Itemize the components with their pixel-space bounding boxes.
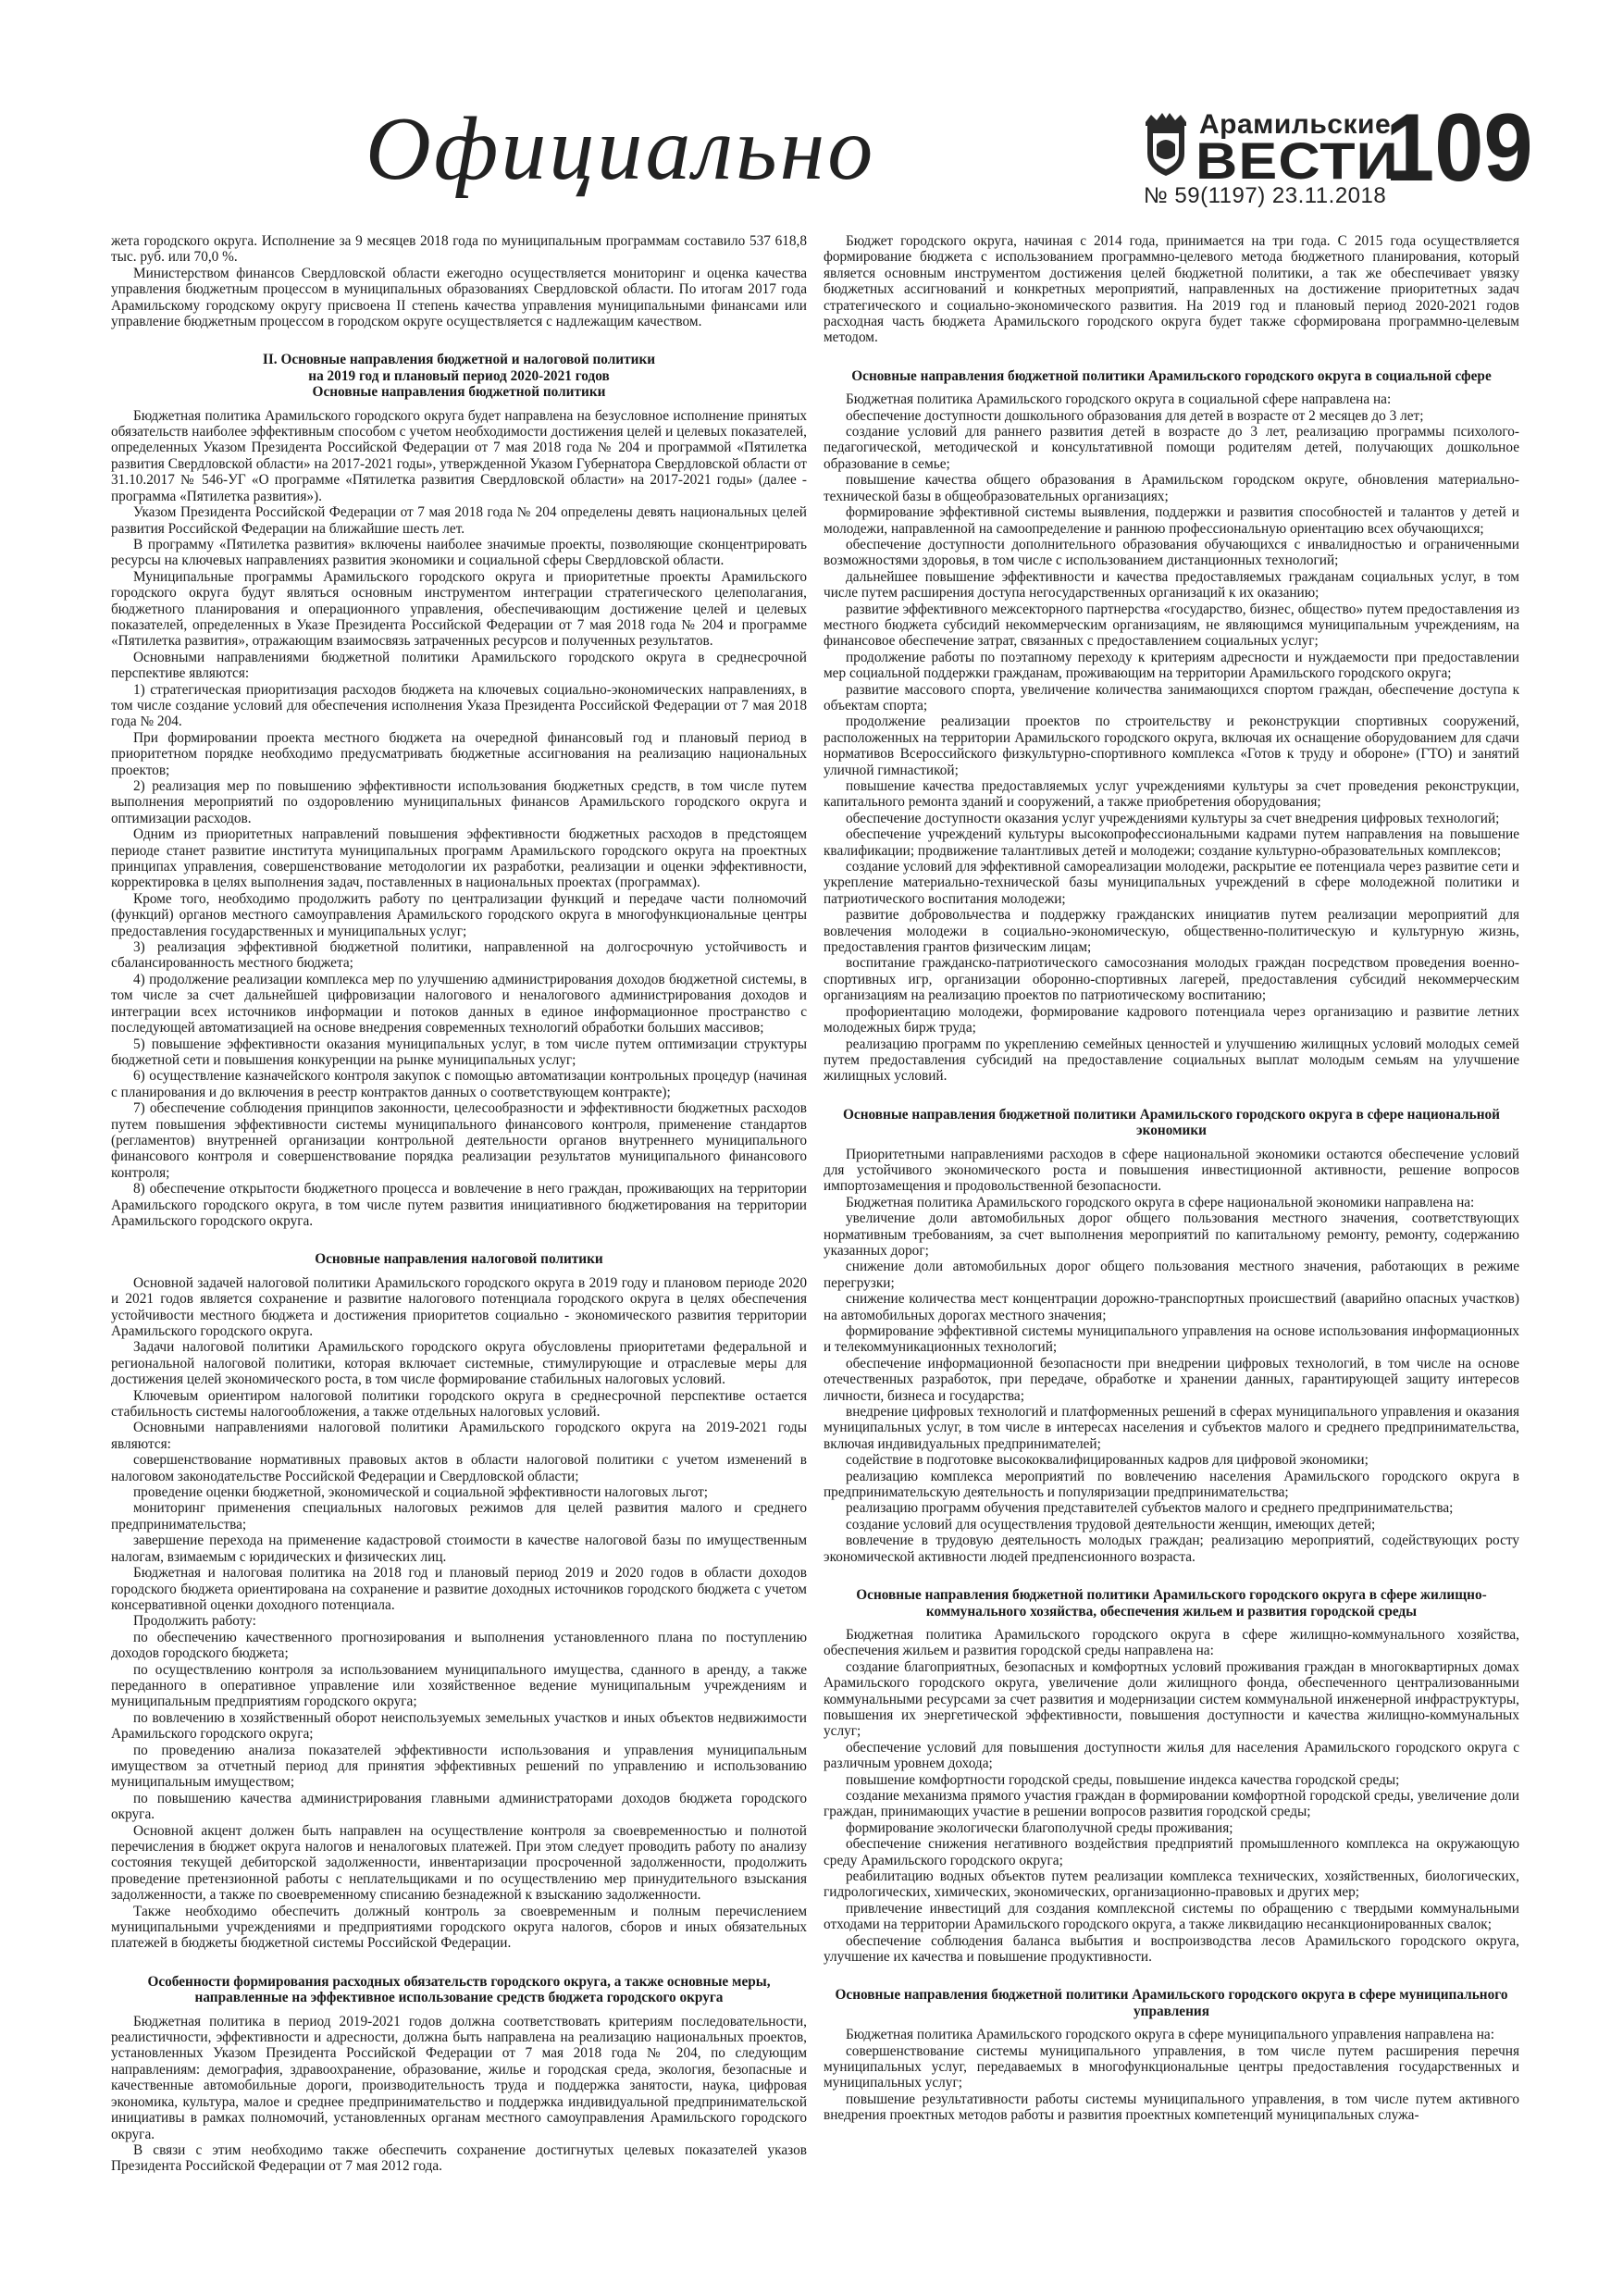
paragraph: совершенствование системы муниципального управления, в том числе путем расширения перечня муниципальных услуг, передаваемых в многофункциональные центры предоставления государственных и муниципальных услуг; <box>824 2042 1519 2091</box>
housing-utilities-section <box>824 1627 1519 1966</box>
paragraph: создание условий для эффективной самореализации молодежи, раскрытие ее потенциала через развитие сети и укрепление материально-технической базы муниципальных учреждений в сфере молодежной политики и патриотического воспитания молодежи; <box>824 859 1519 907</box>
paragraph: снижение количества мест концентрации дорожно-транспортных происшествий (аварийно опасных участков) на автомобильных дорогах местного значения; <box>824 1291 1519 1323</box>
paragraph: по проведению анализа показателей эффективности использования и управления муниципальным имуществом за отчетный период для принятия эффективных решений по управлению и использованию муниципальным имуществом; <box>111 1742 807 1791</box>
paragraph: создание условий для осуществления трудовой деятельности женщин, имеющих детей; <box>846 1516 1376 1533</box>
section-title: Официально <box>365 99 876 199</box>
paragraph: обеспечение информационной безопасности при внедрении цифровых технологий, в том числе на основе отечественных разработок, при передаче, обработке и хранении данных, гарантирующей защиту интересов личности, бизнеса и государства; <box>824 1355 1519 1404</box>
paragraph: Одним из приоритетных направлений повышения эффективности бюджетных расходов в предстоящем периоде станет развитие института муниципальных программ Арамильского городского округа на проектных принципах управления, совершенствование методологии их разработки, реализации и оценки эффективности, корректировка в целях выполнения задач, поставленных в национальных проектах (программах). <box>111 826 807 891</box>
paragraph: Бюджетная политика в период 2019-2021 годов должна соответствовать критериям последовательности, реалистичности, эффективности и адресности, должна быть направлена на реализацию национальных проектов, установленных Указом Президента Российской Федерации от 7 мая 2018 года № 204, по следующим направлениям: демография, здравоохранение, образование, жилье и городская среда, экология, безопасные и качественные автомобильные дороги, производительность труда и поддержка занятости, наука, цифровая экономика, культура, малое и среднее предпринимательство и поддержка индивидуальной предпринимательской инициативы в рамках полномочий, установленных органам местного самоуправления Арамильского городского округа. <box>111 2013 807 2142</box>
paragraph: 4) продолжение реализации комплекса мер по улучшению администрирования доходов бюджетной системы, в том числе за счет дальнейшей цифровизации налогового и неналогового администрирования доходов и интеграции всех источников информации и потоков данных в единое информационное пространство с последующей автоматизацией на основе внедрения современных технологий обработки больших массивов; <box>111 971 807 1036</box>
paragraph: создание механизма прямого участия граждан в формировании комфортной городской среды, увеличение доли граждан, принимающих участие в решении вопросов развития городской среды; <box>824 1787 1519 1820</box>
paragraph: продолжение реализации проектов по строительству и реконструкции спортивных сооружений, расположенных на территории Арамильского городского округа, включая их оснащение оборудованием для сдачи нормативов Всероссийского физкультурно-спортивного комплекса «Готов к труду и обороне» (ГТО) и занятий уличной гимнастикой; <box>824 714 1519 778</box>
paragraph: внедрение цифровых технологий и платформенных решений в сферах муниципального управления и оказания муниципальных услуг, в том числе в интересах населения и субъектов малого и среднего предпринимательства, включая индивидуальных предпринимателей; <box>824 1404 1519 1452</box>
paragraph: завершение перехода на применение кадастровой стоимости в качестве налоговой базы по имущественным налогам, взимаемым с юридических и физических лиц. <box>111 1533 807 1565</box>
paragraph: обеспечение условий для повышения доступности жилья для населения Арамильского городского округа с различным уровнем дохода; <box>824 1739 1519 1772</box>
paragraph: Основной задачей налоговой политики Арамильского городского округа в 2019 году и плановом периоде 2020 и 2021 годов является сохранение и развитие налогового потенциала городского округа в целях обеспечения устойчивости местного бюджета и достижения приоритетов социально - экономического развития территории Арамильского городского округа. <box>111 1274 807 1339</box>
paragraph: Бюджетная и налоговая политика на 2018 год и плановый период 2019 и 2020 годов в области доходов городского бюджета ориентирована на сохранение и развитие доходных источников городского бюджета с учетом консервативной оценки доходного потенциала. <box>111 1565 807 1613</box>
paragraph: увеличение доли автомобильных дорог общего пользования местного значения, соответствующих нормативным требованиям, за счет выполнения мероприятий по капитальному ремонту, ремонту, содержанию указанных дорог; <box>824 1210 1519 1259</box>
national-economy-section <box>824 1147 1519 1566</box>
page-number: 109 <box>1385 94 1533 202</box>
paragraph: развитие массового спорта, увеличение количества занимающихся спортом граждан, обеспечение доступа к объектам спорта; <box>824 681 1519 714</box>
paragraph: Бюджетная политика Арамильского городского округа в сфере муниципального управления направлена на: <box>846 2027 1494 2043</box>
paragraph: Муниципальные программы Арамильского городского округа и приоритетные проекты Арамильского городского округа будут являться основным инструментом интеграции стратегического целеполагания, бюджетного планирования и операционного управления, обеспечивающим достижение целей и целевых показателей, определенных в Указе Президента Российской Федерации от 7 мая 2018 года № 204 и программе «Пятилетка развития», отражающим взаимосвязь затраченных ресурсов и полученных результатов. <box>111 568 807 650</box>
paragraph: реализацию программ по укреплению семейных ценностей и улучшению жилищных условий молодых семей путем предоставления субсидий на предоставление социальных выплат молодым семьям на улучшение жилищных условий. <box>824 1036 1519 1085</box>
paragraph: совершенствование нормативных правовых актов в области налоговой политики с учетом изменений в налоговом законодательстве Российской Федерации и Свердловской области; <box>111 1452 807 1484</box>
paragraph: развитие добровольчества и поддержку гражданских инициатив путем реализации мероприятий для вовлечения молодежи в социально-экономическую, общественно-политическую и культурную жизнь, предоставления грантов физическим лицам; <box>824 907 1519 956</box>
paragraph: Бюджетная политика Арамильского городского округа будет направлена на безусловное исполнение принятых обязательств наиболее эффективным способом с учетом необходимости достижения целей и целевых показателей, определенных Указом Президента Российской Федерации от 7 мая 2018 года № 204 и программой «Пятилетка развития Свердловской области» на 2017-2021 годы», утвержденной Указом Губернатора Свердловской области от 31.10.2017 № 546-УГ «О программе «Пятилетка развития Свердловской области» на 2017-2021 годы» (далее - программа «Пятилетка развития»). <box>111 407 807 504</box>
paragraph: Бюджетная политика Арамильского городского округа в сфере жилищно-коммунального хозяйства, обеспечения жильем и развития городской среды направлена на: <box>824 1626 1519 1659</box>
paragraph: Также необходимо обеспечить должный контроль за своевременным и полным перечислением муниципальными учреждениями и предприятиями городского округа налогов, сборов и иных обязательных платежей в бюджеты бюджетной системы Российской Федерации. <box>111 1903 807 1952</box>
paragraph: формирование эффективной системы муниципального управления на основе использования информационных и телекоммуникационных технологий; <box>824 1323 1519 1356</box>
tax-policy-section <box>111 1275 807 1952</box>
paragraph: вовлечение в трудовую деятельность молодых граждан; реализацию мероприятий, содействующих росту экономической активности людей предпенсионного возраста. <box>824 1533 1519 1565</box>
paragraph: 1) стратегическая приоритизация расходов бюджета на ключевых социально-экономических направлениях, в том числе создание условий для обеспечения исполнения Указа Президента Российской Федерации от 7 мая 2018 года № 204. <box>111 681 807 730</box>
brand-name-top: Арамильские <box>1199 109 1392 140</box>
paragraph: 8) обеспечение открытости бюджетного процесса и вовлечение в него граждан, проживающих на территории Арамильского городского округа, в том числе путем развития инициативного бюджетирования на территории Арамильского городского округа. <box>111 1181 807 1229</box>
paragraph: формирование экологически благополучной среды проживания; <box>846 1819 1233 1836</box>
section-heading: Основные направления бюджетной политики Арамильского городского округа в сфере муниципального управления <box>835 1987 1508 2019</box>
paragraph: профориентацию молодежи, формирование кадрового потенциала через организацию и развитие летних молодежных бирж труда; <box>824 1003 1519 1036</box>
paragraph: по обеспечению качественного прогнозирования и выполнения установленного плана по поступлению доходов городского бюджета; <box>111 1629 807 1662</box>
paragraph: содействие в подготовке высококвалифицированных кадров для цифровой экономики; <box>846 1452 1369 1469</box>
paragraph: по осуществлению контроля за использованием муниципального имущества, сданного в аренду, а также переданного в оперативное управление или хозяйственное ведение муниципальным учреждениям и муниципальным предприятиям городского округа; <box>111 1661 807 1710</box>
paragraph: Кроме того, необходимо продолжить работу по централизации функций и передаче части полномочий (функций) органов местного самоуправления Арамильского городского округа в многофункциональные центры предоставления государственных и муниципальных услуг; <box>111 890 807 939</box>
paragraph: формирование эффективной системы выявления, поддержки и развития способностей и талантов у детей и молодежи, направленной на самоопределение и раннюю профессиональную ориентацию всех обучающихся; <box>824 504 1519 537</box>
paragraph: повышение комфортности городской среды, повышение индекса качества городской среды; <box>846 1771 1400 1788</box>
paragraph: обеспечение доступности дополнительного образования обучающихся с инвалидностью и ограниченными возможностями здоровья, в том числе с использованием дистанционных технологий; <box>824 536 1519 569</box>
paragraph: 5) повышение эффективности оказания муниципальных услуг, в том числе путем оптимизации структуры бюджетной сети и повышения конкуренции на рынке муниципальных услуг; <box>111 1036 807 1068</box>
paragraph: 6) осуществление казначейского контроля закупок с помощью автоматизации контрольных процедур (начиная с планирования и до включения в реестр контрактов данных о соответствующем контракте); <box>111 1068 807 1100</box>
paragraph: жета городского округа. Исполнение за 9 месяцев 2018 года по муниципальным программам составило 537 618,8 тыс. руб. или 70,0 %. <box>111 233 807 266</box>
section-heading: Основные направления бюджетной политики Арамильского городского округа в сфере национальной экономики <box>843 1106 1500 1139</box>
paragraph: 3) реализация эффективной бюджетной политики, направленной на долгосрочную устойчивость и сбалансированность местного бюджета; <box>111 939 807 972</box>
paragraph: обеспечение учреждений культуры высокопрофессиональными кадрами путем направления на повышение квалификации; продвижение талантливых детей и молодежи; создание культурно-образовательных комплексов; <box>824 826 1519 859</box>
paragraph: Продолжить работу: <box>133 1613 256 1630</box>
paragraph: воспитание гражданско-патриотического самосознания молодых граждан посредством проведения военно-спортивных игр, организации оборонно-спортивных лагерей, предоставления субсидий некоммерческим организациям на реализацию проектов по патриотическому воспитанию; <box>824 955 1519 1004</box>
paragraph: обеспечение соблюдения баланса выбытия и воспроизводства лесов Арамильского городского округа, улучшение их качества и повышение продуктивности. <box>824 1932 1519 1966</box>
paragraph: В программу «Пятилетка развития» включены наиболее значимые проекты, позволяющие сконцентрировать ресурсы на ключевых направлениях развития экономики и социальной сферы Свердловской области. <box>111 536 807 569</box>
paragraph: развитие эффективного межсекторного партнерства «государство, бизнес, общество» путем предоставления из местного бюджета субсидий некоммерческим организациям, не являющимся муниципальным учреждениям, на финансовое обеспечение затрат, связанных с предоставлением социальных услуг; <box>824 601 1519 650</box>
brand-name-main: ВЕСТИ <box>1196 131 1399 190</box>
paragraph: реализацию программ обучения представителей субъектов малого и среднего предпринимательства; <box>846 1500 1454 1517</box>
paragraph: обеспечение доступности дошкольного образования для детей в возрасте от 2 месяцев до 3 лет; <box>846 407 1424 424</box>
expenditure-section <box>111 2014 807 2175</box>
paragraph: Приоритетными направлениями расходов в сфере национальной экономики остаются обеспечение условий для устойчивого экономического роста и повышения инвестиционной активности, решение вопросов импортозамещения и продовольственной безопасности. <box>824 1146 1519 1195</box>
intro-section <box>111 233 807 329</box>
issue-number-date: № 59(1197) 23.11.2018 <box>1144 183 1387 208</box>
paragraph: по повышению качества администрирования главными администраторами доходов бюджета городского округа. <box>111 1790 807 1823</box>
paragraph: реализацию комплекса мероприятий по вовлечению населения Арамильского городского округа в предпринимательскую деятельность и популяризации предпринимательства; <box>824 1468 1519 1501</box>
coat-of-arms-icon <box>1144 113 1188 178</box>
right-column <box>824 233 1519 2269</box>
paragraph: повышение качества предоставляемых услуг учреждениями культуры за счет проведения реконструкции, капитального ремонта зданий и сооружений, а также приобретения оборудования; <box>824 778 1519 811</box>
paragraph: Бюджетная политика Арамильского городского округа в сфере национальной экономики направлена на: <box>846 1194 1475 1210</box>
paragraph: создание условий для раннего развития детей в возрасте до 3 лет, реализацию программы психолого-педагогической, методической и консультативной помощи родителям детей, получающих дошкольное образование в семье; <box>824 424 1519 472</box>
newspaper-logo <box>1144 109 1399 190</box>
section-heading: Основные направления бюджетной политики Арамильского городского округа в социальной сфере <box>851 367 1492 384</box>
paragraph: реабилитацию водных объектов путем реализации комплекса технических, хозяйственных, биологических, гидрологических, химических, экономических, организационно-правовых и других мер; <box>824 1868 1519 1901</box>
paragraph: повышение результативности работы системы муниципального управления, в том числе путем активного внедрения проектных методов работы и развития проектных компетенций муниципальных служа- <box>824 2091 1519 2124</box>
paragraph: обеспечение снижения негативного воздействия предприятий промышленного комплекса на окружающую среду Арамильского городского округа; <box>824 1836 1519 1868</box>
section-heading: Основные направления налоговой политики <box>315 1251 603 1268</box>
paragraph: снижение доли автомобильных дорог общего пользования местного значения, работающих в режиме перегрузки; <box>824 1259 1519 1291</box>
social-sphere-section <box>824 391 1519 1084</box>
intro-section <box>824 233 1519 346</box>
paragraph: Министерством финансов Свердловской области ежегодно осуществляется мониторинг и оценка качества управления бюджетным процессом в муниципальных образованиях Свердловской области. По итогам 2017 года Арамильскому городскому округу присвоена II степень качества управления муниципальными финансами или управление бюджетным процессом в городском округе осуществляется с надлежащим качеством. <box>111 265 807 330</box>
paragraph: При формировании проекта местного бюджета на очередной финансовый год и плановый период в приоритетном порядке необходимо предусматривать бюджетные ассигнования на реализацию национальных проектов; <box>111 729 807 778</box>
paragraph: Бюджет городского округа, начиная с 2014 года, принимается на три года. С 2015 года осуществляется формирование бюджета с использованием программно-целевого метода бюджетного планирования, который является основным инструментом достижения целей бюджетной политики, а так же обеспечивает увязку бюджетных ассигнований и конкретных мероприятий, направленных на достижение приоритетных задач стратегического и социально-экономического развития. На 2019 год и плановый период 2020-2021 годов расходная часть бюджета Арамильского городского округа будет также сформирована программно-целевым методом. <box>824 233 1519 346</box>
section-heading: Основные направления бюджетной политики Арамильского городского округа в сфере жилищно-коммунального хозяйства, обеспечения жильем и развития городской среды <box>856 1587 1487 1620</box>
left-column <box>111 233 807 2269</box>
paragraph: Бюджетная политика Арамильского городского округа в социальной сфере направлена на: <box>846 391 1392 408</box>
paragraph: по вовлечению в хозяйственный оборот неиспользуемых земельных участков и иных объектов недвижимости Арамильского городского округа; <box>111 1709 807 1743</box>
paragraph: повышение качества общего образования в Арамильском городском округе, обновления материально-технической базы в общеобразовательных организациях; <box>824 472 1519 504</box>
section-heading: II. Основные направления бюджетной и налоговой политики на 2019 год и плановый период 2020-2021 годов Основные направления бюджетной политики <box>262 352 656 401</box>
paragraph: мониторинг применения специальных налоговых режимов для целей развития малого и среднего предпринимательства; <box>111 1500 807 1533</box>
paragraph: 2) реализация мер по повышению эффективности использования бюджетных средств, в том числе путем выполнения мероприятий по оздоровлению муниципальных финансов Арамильского городского округа и оптимизации расходов. <box>111 778 807 826</box>
paragraph: Основными направлениями бюджетной политики Арамильского городского округа в среднесрочной перспективе являются: <box>111 649 807 682</box>
paragraph: Ключевым ориентиром налоговой политики городского округа в среднесрочной перспективе остается стабильность системы налогообложения, а также отдельных налоговых условий. <box>111 1387 807 1421</box>
paragraph: продолжение работы по поэтапному переходу к критериям адресности и нуждаемости при предоставлении мер социальной поддержки гражданам, проживающим на территории Арамильского городского округа; <box>824 649 1519 682</box>
paragraph: проведение оценки бюджетной, экономической и социальной эффективности налоговых льгот; <box>133 1484 709 1501</box>
section-heading: Особенности формирования расходных обязательств городского округа, а также основные меры, направленные на эффективное использование средств бюджета городского округа <box>147 1973 771 2006</box>
paragraph: Указом Президента Российской Федерации от 7 мая 2018 года № 204 определены девять национальных целей развития Российской Федерации на ближайшие шесть лет. <box>111 504 807 537</box>
paragraph: обеспечение доступности оказания услуг учреждениями культуры за счет внедрения цифровых технологий; <box>846 810 1500 826</box>
paragraph: Задачи налоговой политики Арамильского городского округа обусловлены приоритетами федеральной и региональной налоговой политики, которая включает системные, стимулирующие и отраслевые меры для достижения целей экономического роста, в том числе формирование стабильных налоговых условий. <box>111 1339 807 1388</box>
paragraph: привлечение инвестиций для создания комплексной системы по обращению с твердыми коммунальными отходами на территории Арамильского городского округа, а также ликвидацию несанкционированных свалок; <box>824 1900 1519 1933</box>
budget-policy-section <box>111 408 807 1230</box>
paragraph: Основной акцент должен быть направлен на осуществление контроля за своевременностью и полнотой перечисления в бюджет округа налогов и неналоговых платежей. При этом следует проводить работу по анализу состояния текущей дебиторской задолженности, инвентаризации просроченной задолженности, продолжить проведение претензионной работы с неплательщиками и по осуществлению мер принудительного взыскания задолженности, а также по своевременному списанию безнадежной к взысканию задолженности. <box>111 1822 807 1904</box>
paragraph: создание благоприятных, безопасных и комфортных условий проживания граждан в многоквартирных домах Арамильского городского округа, увеличение доли жилищного фонда, обеспеченного централизованными коммунальными ресурсами за счет развития и модернизации систем коммунальной инженерной инфраструктуры, повышения их энергетической эффективности, повышения доступности и качества жилищно-коммунальных услуг; <box>824 1658 1519 1740</box>
paragraph: 7) обеспечение соблюдения принципов законности, целесообразности и эффективности бюджетных расходов путем повышения эффективности системы муниципального финансового контроля, применение стандартов (регламентов) внутренней организации контрольной деятельности органов внутреннего муниципального финансового контроля и совершенствование порядка реализации результатов муниципального финансового контроля; <box>111 1100 807 1181</box>
municipal-management-section <box>824 2027 1519 2123</box>
paragraph: В связи с этим необходимо также обеспечить сохранение достигнутых целевых показателей указов Президента Российской Федерации от 7 мая 2012 года. <box>111 2141 807 2175</box>
paragraph: Основными направлениями налоговой политики Арамильского городского округа на 2019-2021 годы являются: <box>111 1420 807 1452</box>
paragraph: дальнейшее повышение эффективности и качества предоставляемых гражданам социальных услуг, в том числе путем расширения доступа негосударственных организаций к их оказанию; <box>824 568 1519 602</box>
